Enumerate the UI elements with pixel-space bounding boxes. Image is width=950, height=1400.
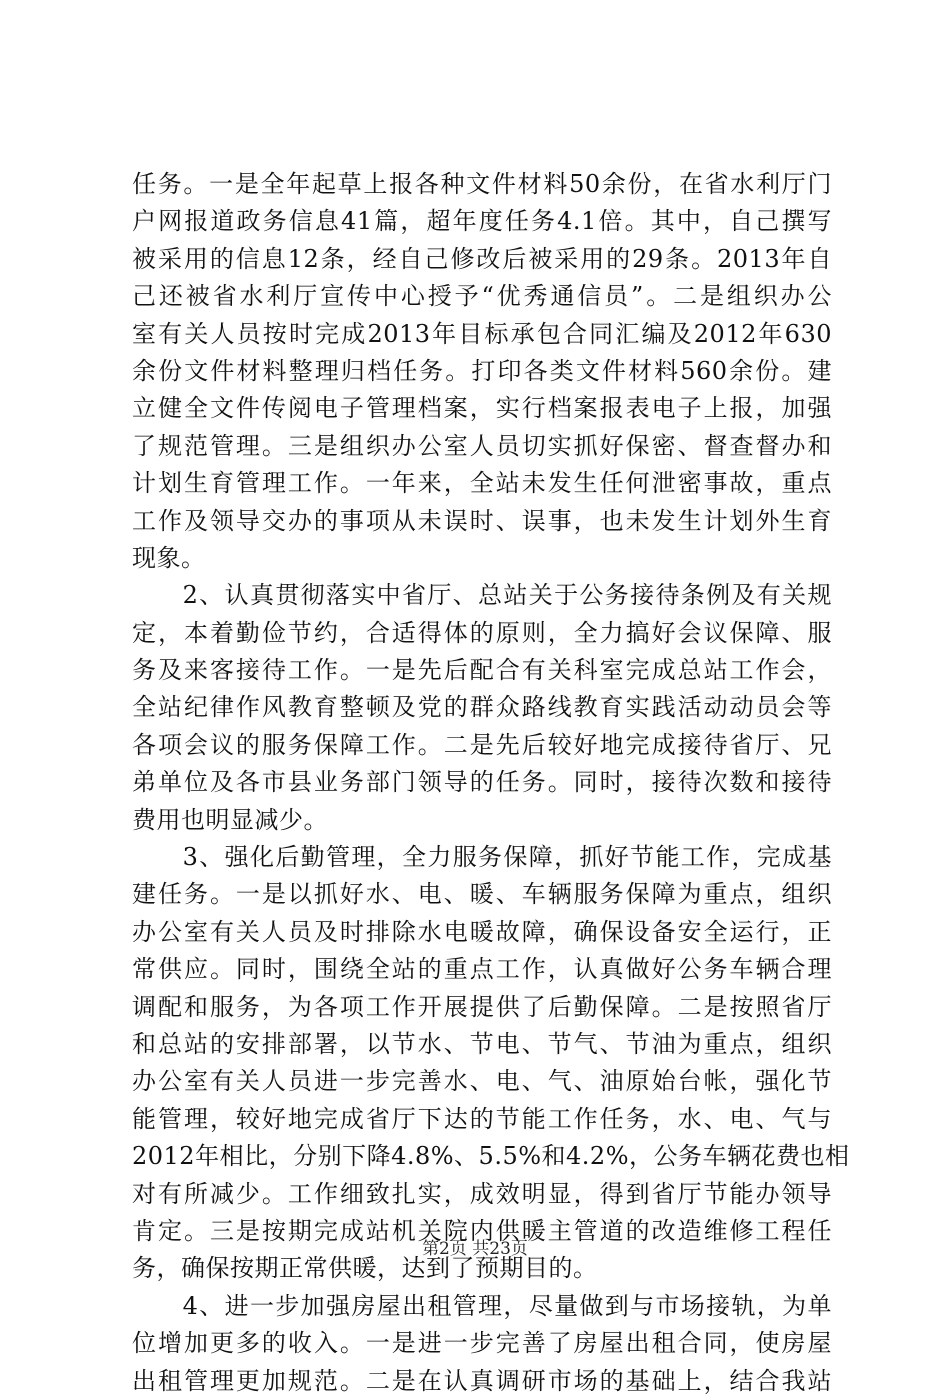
- text-line: 位增加更多的收入。一是进一步完善了房屋出租合同，使房屋: [132, 1329, 832, 1358]
- text-line: 办公室有关人员进一步完善水、电、气、油原始台帐，强化节: [132, 1067, 832, 1096]
- text-line: 2、认真贯彻落实中省厅、总站关于公务接待条例及有关规: [132, 581, 832, 610]
- text-line: 户网报道政务信息41篇，超年度任务4.1倍。其中，自己撰写: [132, 207, 832, 236]
- text-line: 2012年相比，分别下降4.8%、5.5%和4.2%，公务车辆花费也相: [132, 1142, 850, 1171]
- text-line: 了规范管理。三是组织办公室人员切实抓好保密、督查督办和: [132, 431, 832, 460]
- text-line: 建任务。一是以抓好水、电、暖、车辆服务保障为重点，组织: [132, 880, 832, 909]
- text-line: 3、强化后勤管理，全力服务保障，抓好节能工作，完成基: [132, 843, 832, 872]
- text-line: 己还被省水利厅宣传中心授予“优秀通信员”。二是组织办公: [132, 282, 832, 311]
- text-line: 计划生育管理工作。一年来，全站未发生任何泄密事故，重点: [132, 469, 832, 498]
- text-line: 被采用的信息12条，经自己修改后被采用的29条。2013年自: [132, 244, 832, 273]
- text-line: 对有所减少。工作细致扎实，成效明显，得到省厅节能办领导: [132, 1179, 832, 1208]
- text-line: 务及来客接待工作。一是先后配合有关科室完成总站工作会，: [132, 656, 832, 685]
- text-line: 立健全文件传阅电子管理档案，实行档案报表电子上报，加强: [132, 394, 832, 423]
- document-body: [132, 166, 850, 1400]
- text-line: 常供应。同时，围绕全站的重点工作，认真做好公务车辆合理: [132, 955, 832, 984]
- text-line: 各项会议的服务保障工作。二是先后较好地完成接待省厅、兄: [132, 730, 832, 759]
- text-line: 弟单位及各市县业务部门领导的任务。同时，接待次数和接待: [132, 768, 832, 797]
- text-line: 现象。: [132, 543, 206, 572]
- text-line: 调配和服务，为各项工作开展提供了后勤保障。二是按照省厅: [132, 992, 832, 1021]
- text-line: 工作及领导交办的事项从未误时、误事，也未发生计划外生育: [132, 506, 832, 535]
- text-line: 务，确保按期正常供暖，达到了预期目的。: [132, 1254, 598, 1283]
- text-line: 任务。一是全年起草上报各种文件材料50余份，在省水利厅门: [132, 170, 832, 198]
- text-line: 费用也明显减少。: [132, 805, 328, 834]
- text-line: 4、进一步加强房屋出租管理，尽量做到与市场接轨，为单: [132, 1291, 832, 1320]
- text-line: 肯定。三是按期完成站机关院内供暖主管道的改造维修工程任: [132, 1216, 832, 1245]
- text-line: 办公室有关人员及时排除水电暖故障，确保设备安全运行，正: [132, 917, 832, 946]
- text-line: 全站纪律作风教育整顿及党的群众路线教育实践活动动员会等: [132, 693, 832, 722]
- text-line: 定，本着勤俭节约，合适得体的原则，全力搞好会议保障、服: [132, 618, 832, 647]
- text-line: 余份文件材料整理归档任务。打印各类文件材料560余份。建: [132, 356, 832, 385]
- text-line: 和总站的安排部署，以节水、节电、节气、节油为重点，组织: [132, 1029, 832, 1058]
- text-line: 出租管理更加规范。二是在认真调研市场的基础上，结合我站: [132, 1366, 832, 1395]
- page-footer: 第2页 共23页: [422, 1239, 528, 1259]
- text-line: 能管理，较好地完成省厅下达的节能工作任务，水、电、气与: [132, 1104, 832, 1133]
- text-line: 室有关人员按时完成2013年目标承包合同汇编及2012年630: [132, 319, 832, 348]
